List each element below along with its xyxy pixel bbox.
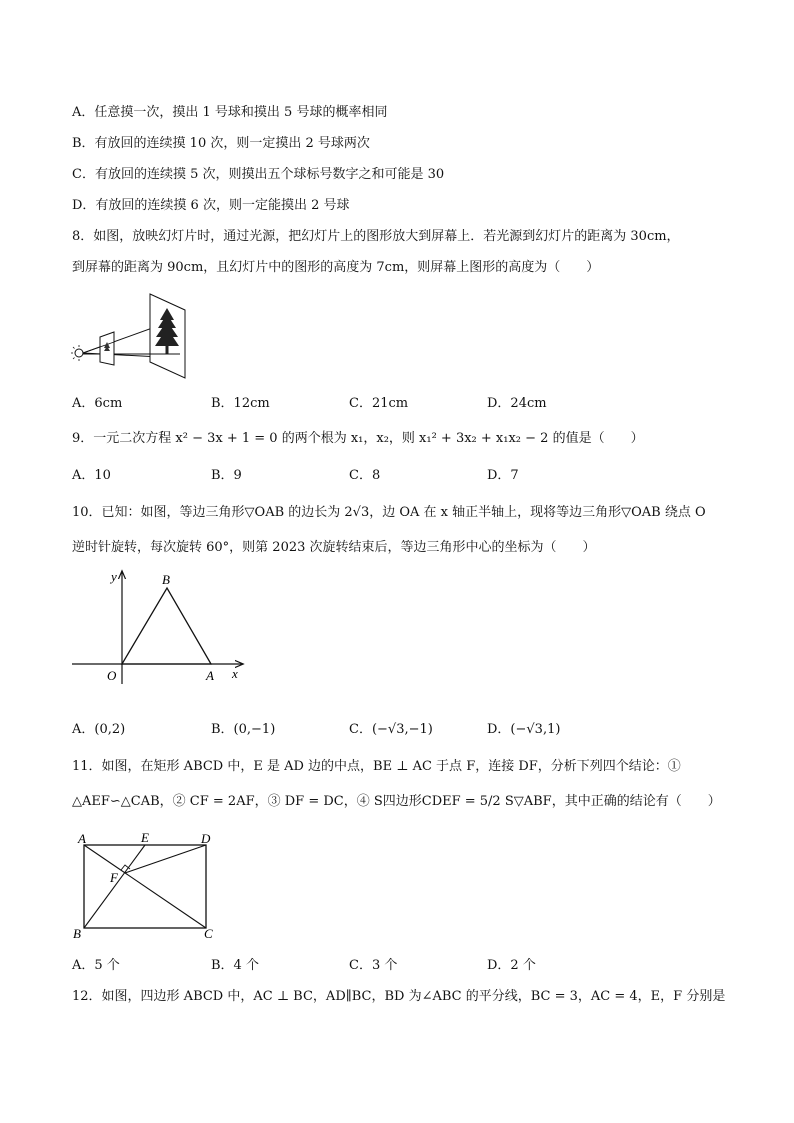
q10-option-a: A．(0,2) <box>72 722 126 737</box>
q10-label-b: B <box>162 572 170 587</box>
q10-option-b: B．(0,−1) <box>211 722 276 737</box>
q11-stem-line2: △AEF∽△CAB，② CF = 2AF，③ DF = DC，④ S四边形CDEF = 5/2 S▽ABF，其中正确的结论有（ ） <box>72 794 721 809</box>
q10-label-y: y <box>111 569 117 584</box>
q10-option-d: D．(−√3,1) <box>487 722 561 737</box>
q11-option-b: B．4 个 <box>211 958 259 973</box>
q9-option-a: A．10 <box>72 468 111 483</box>
q9-stem: 9．一元二次方程 x² − 3x + 1 = 0 的两个根为 x₁，x₂，则 x₁² + 3x₂ + x₁x₂ − 2 的值是（ ） <box>72 431 644 446</box>
q8-stem-line2: 到屏幕的距离为 90cm，且幻灯片中的图形的高度为 7cm，则屏幕上图形的高度为（ ） <box>72 260 600 275</box>
q11-label-b: B <box>73 926 81 941</box>
q11-label-a: A <box>78 831 86 846</box>
q9-option-b: B．9 <box>211 468 242 483</box>
q7-option-d: D．有放回的连续摸 6 次，则一定能摸出 2 号球 <box>72 198 350 213</box>
q10-label-o: O <box>107 668 117 683</box>
q10-option-c: C．(−√3,−1) <box>349 722 433 737</box>
q10-stem-line2: 逆时针旋转，每次旋转 60°，则第 2023 次旋转结束后，等边三角形中心的坐标为（ ） <box>72 540 596 555</box>
q8-option-a: A．6cm <box>72 396 123 411</box>
q9-option-c: C．8 <box>349 468 381 483</box>
q10-label-x: x <box>232 666 238 681</box>
q12-stem-line1: 12．如图，四边形 ABCD 中，AC ⊥ BC，AD∥BC，BD 为∠ABC 的平分线，BC = 3，AC = 4，E，F 分别是 <box>72 989 726 1004</box>
q8-option-d: D．24cm <box>487 396 547 411</box>
q7-option-a: A．任意摸一次，摸出 1 号球和摸出 5 号球的概率相同 <box>72 105 388 120</box>
q11-option-d: D．2 个 <box>487 958 536 973</box>
q8-option-c: C．21cm <box>349 396 409 411</box>
q11-label-c: C <box>204 926 213 941</box>
q8-stem-line1: 8．如图，放映幻灯片时，通过光源，把幻灯片上的图形放大到屏幕上．若光源到幻灯片的距离为 30cm， <box>72 229 680 244</box>
q9-option-d: D．7 <box>487 468 519 483</box>
q7-option-c: C．有放回的连续摸 5 次，则摸出五个球标号数字之和可能是 30 <box>72 167 445 182</box>
q11-stem-line1: 11．如图，在矩形 ABCD 中，E 是 AD 边的中点，BE ⊥ AC 于点 F，连接 DF，分析下列四个结论：① <box>72 759 681 774</box>
q8-option-b: B．12cm <box>211 396 270 411</box>
q11-label-e: E <box>141 830 149 845</box>
q10-triangle-figure <box>70 566 250 686</box>
q10-stem-line1: 10．已知：如图，等边三角形▽OAB 的边长为 2√3，边 OA 在 x 轴正半轴上，现将等边三角形▽OAB 绕点 O <box>72 505 706 520</box>
q11-rectangle-figure <box>72 830 222 942</box>
q11-option-c: C．3 个 <box>349 958 398 973</box>
q11-option-a: A．5 个 <box>72 958 120 973</box>
q7-option-b: B．有放回的连续摸 10 次，则一定摸出 2 号球两次 <box>72 136 370 151</box>
q11-label-d: D <box>201 831 211 846</box>
q10-label-a: A <box>206 668 214 683</box>
q11-label-f: F <box>110 870 118 885</box>
q8-projector-figure <box>70 290 195 382</box>
